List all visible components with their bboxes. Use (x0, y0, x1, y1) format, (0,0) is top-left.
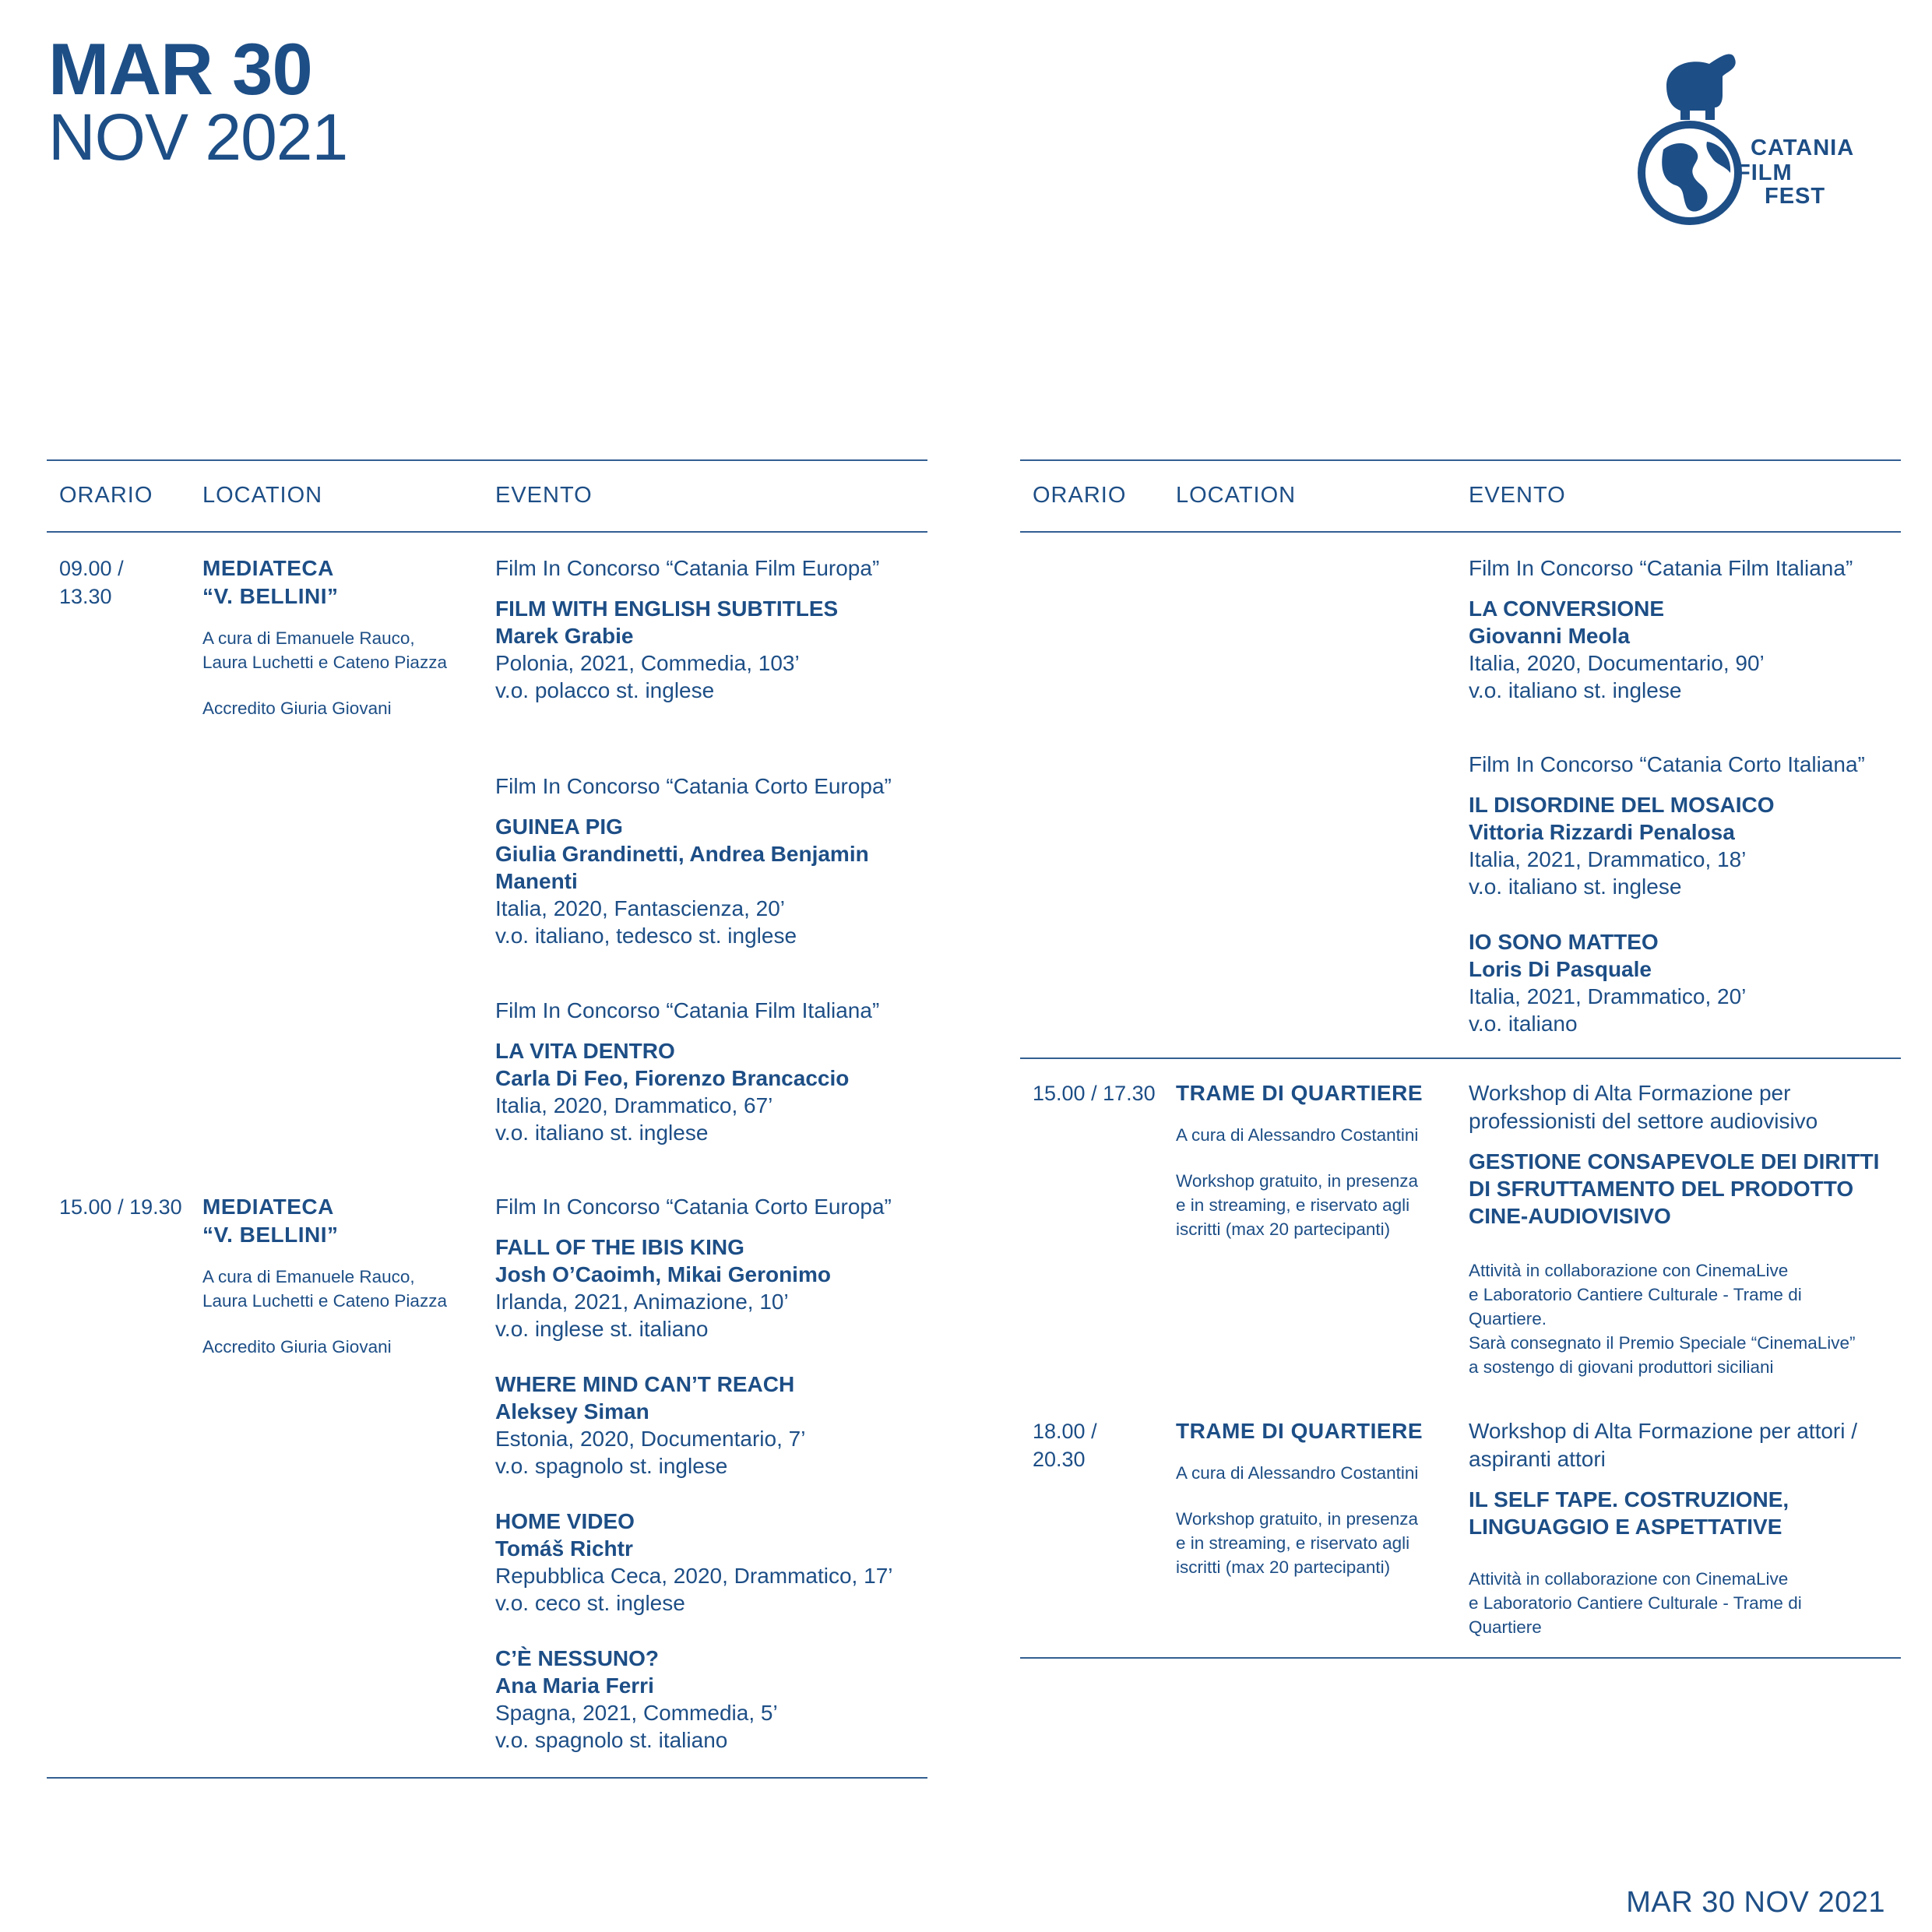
film-director: Tomáš Richtr (495, 1536, 633, 1561)
film-meta: Italia, 2020, Drammatico, 67’ (495, 1093, 773, 1117)
film-language: v.o. italiano st. inglese (495, 1121, 709, 1145)
table-rule (47, 459, 927, 461)
film-language: v.o. spagnolo st. italiano (495, 1728, 728, 1752)
curator-text: A cura di Alessandro Costantini (1176, 1463, 1419, 1483)
event-description: Workshop di Alta Formazione per professionisti del settore audiovisivo (1469, 1081, 1818, 1133)
column-header-orario: ORARIO (1033, 483, 1127, 508)
film-director: Manenti (495, 869, 578, 893)
film-meta: Polonia, 2021, Commedia, 103’ (495, 651, 800, 675)
film-language: v.o. inglese st. italiano (495, 1317, 709, 1341)
film-director: Carla Di Feo, Fiorenzo Brancaccio (495, 1066, 850, 1090)
film-language: v.o. polacco st. inglese (495, 678, 715, 702)
event-note: Attività in collaborazione con CinemaLive e Laboratorio Cantiere Culturale - Trame di Quartiere (1469, 1569, 1802, 1637)
film-meta: Estonia, 2020, Documentario, 7’ (495, 1427, 806, 1451)
event-category: Film In Concorso “Catania Corto Europa” (495, 1195, 892, 1219)
logo-text-fest: FEST (1765, 184, 1826, 209)
location-cell (1176, 1079, 1456, 1241)
table-rule (1020, 1057, 1901, 1059)
event-description: Workshop di Alta Formazione per attori / aspiranti attori (1469, 1419, 1858, 1471)
film-title: LA VITA DENTRO (495, 1039, 675, 1063)
elephant-globe-icon (1635, 48, 1744, 227)
catania-film-fest-logo (1635, 48, 1884, 227)
curator-text: A cura di Emanuele Rauco, Laura Luchetti e Cateno Piazza (202, 628, 447, 672)
schedule-table-left (47, 459, 927, 1783)
date-day: MAR 30 (48, 28, 312, 110)
time-cell: 18.00 / 20.30 (1033, 1420, 1097, 1471)
time-cell: 09.00 / 13.30 (59, 557, 124, 608)
event-category: Film In Concorso “Catania Film Italiana” (495, 998, 880, 1022)
accredito-text: Accredito Giuria Giovani (202, 699, 392, 718)
film-director: Josh O’Caoimh, Mikai Geronimo (495, 1262, 831, 1286)
column-header-location: LOCATION (202, 483, 323, 508)
film-entry (495, 1037, 931, 1146)
film-title: FALL OF THE IBIS KING (495, 1235, 744, 1259)
film-director: Aleksey Siman (495, 1399, 649, 1423)
column-header-evento: EVENTO (495, 483, 593, 508)
film-title: IL DISORDINE DEL MOSAICO (1469, 793, 1775, 817)
event-category: Film In Concorso “Catania Corto Italiana” (1469, 752, 1865, 776)
table-rule (1020, 459, 1901, 461)
film-title: C’È NESSUNO? (495, 1646, 660, 1670)
workshop-title: GESTIONE CONSAPEVOLE DEI DIRITTI DI SFRUTTAMENTO DEL PRODOTTO CINE-AUDIOVISIVO (1469, 1149, 1880, 1228)
curator-text: A cura di Alessandro Costantini (1176, 1125, 1419, 1145)
workshop-info: Workshop gratuito, in presenza e in streaming, e riservato agli iscritti (max 20 partecipanti) (1176, 1509, 1419, 1577)
schedule-table-right (1020, 459, 1901, 1666)
date-month-year: NOV 2021 (48, 100, 348, 174)
film-meta: Italia, 2020, Documentario, 90’ (1469, 651, 1765, 675)
location-name: TRAME DI QUARTIERE (1176, 1419, 1423, 1443)
film-director: Loris Di Pasquale (1469, 957, 1652, 981)
film-entry (495, 1508, 931, 1617)
film-language: v.o. italiano st. inglese (1469, 875, 1682, 899)
location-name: MEDIATECA “V. BELLINI” (202, 556, 339, 608)
accredito-text: Accredito Giuria Giovani (202, 1337, 392, 1357)
location-cell (202, 554, 483, 720)
film-meta: Italia, 2021, Drammatico, 20’ (1469, 984, 1747, 1008)
footer-date: MAR 30 NOV 2021 (1626, 1886, 1885, 1919)
logo-text-film: FILM (1737, 160, 1793, 185)
film-entry (1469, 791, 1905, 900)
event-category: Film In Concorso “Catania Film Italiana” (1469, 556, 1853, 580)
column-header-orario: ORARIO (59, 483, 153, 508)
table-rule (1020, 531, 1901, 533)
location-name: TRAME DI QUARTIERE (1176, 1081, 1423, 1105)
workshop-info: Workshop gratuito, in presenza e in streaming, e riservato agli iscritti (max 20 partecipanti) (1176, 1171, 1419, 1239)
film-entry (495, 595, 931, 704)
film-entry (495, 1371, 931, 1480)
film-director: Ana Maria Ferri (495, 1673, 654, 1698)
film-director: Marek Grabie (495, 624, 634, 648)
film-language: v.o. italiano (1469, 1012, 1578, 1036)
table-rule (1020, 1657, 1901, 1659)
film-meta: Spagna, 2021, Commedia, 5’ (495, 1701, 778, 1725)
film-meta: Irlanda, 2021, Animazione, 10’ (495, 1290, 789, 1314)
film-title: GUINEA PIG (495, 815, 623, 839)
table-rule (47, 531, 927, 533)
film-language: v.o. spagnolo st. inglese (495, 1454, 728, 1478)
location-cell (202, 1193, 483, 1359)
film-entry (495, 1233, 931, 1343)
event-note: Attività in collaborazione con CinemaLive e Laboratorio Cantiere Culturale - Trame di Quartiere. Sarà consegnato il Premio Speciale “CinemaLive” a sostengo di giovani produttori siciliani (1469, 1261, 1856, 1377)
film-title: LA CONVERSIONE (1469, 596, 1664, 621)
workshop-title: IL SELF TAPE. COSTRUZIONE, LINGUAGGIO E ASPETTATIVE (1469, 1487, 1789, 1539)
film-entry (495, 813, 931, 949)
column-header-location: LOCATION (1176, 483, 1297, 508)
location-cell (1176, 1417, 1456, 1579)
time-cell: 15.00 / 17.30 (1033, 1082, 1156, 1105)
film-meta: Italia, 2021, Drammatico, 18’ (1469, 847, 1747, 871)
curator-text: A cura di Emanuele Rauco, Laura Luchetti e Cateno Piazza (202, 1267, 447, 1311)
time-cell: 15.00 / 19.30 (59, 1195, 182, 1219)
location-name: MEDIATECA “V. BELLINI” (202, 1195, 339, 1247)
event-category: Film In Concorso “Catania Film Europa” (495, 556, 880, 580)
film-language: v.o. italiano, tedesco st. inglese (495, 924, 797, 948)
film-entry (495, 1645, 931, 1754)
film-language: v.o. ceco st. inglese (495, 1591, 685, 1615)
film-title: HOME VIDEO (495, 1509, 635, 1533)
film-entry (1469, 928, 1905, 1037)
logo-text-catania: CATANIA (1751, 135, 1855, 160)
film-title: WHERE MIND CAN’T REACH (495, 1372, 795, 1396)
film-meta: Italia, 2020, Fantascienza, 20’ (495, 896, 786, 920)
film-meta: Repubblica Ceca, 2020, Drammatico, 17’ (495, 1564, 893, 1588)
event-category: Film In Concorso “Catania Corto Europa” (495, 774, 892, 798)
film-language: v.o. italiano st. inglese (1469, 678, 1682, 702)
table-rule (47, 1777, 927, 1779)
column-header-evento: EVENTO (1469, 483, 1566, 508)
film-director: Giovanni Meola (1469, 624, 1630, 648)
film-entry (1469, 595, 1905, 704)
film-director: Vittoria Rizzardi Penalosa (1469, 820, 1735, 844)
film-title: FILM WITH ENGLISH SUBTITLES (495, 596, 839, 621)
film-title: IO SONO MATTEO (1469, 930, 1659, 954)
film-director: Giulia Grandinetti, Andrea Benjamin (495, 842, 869, 866)
